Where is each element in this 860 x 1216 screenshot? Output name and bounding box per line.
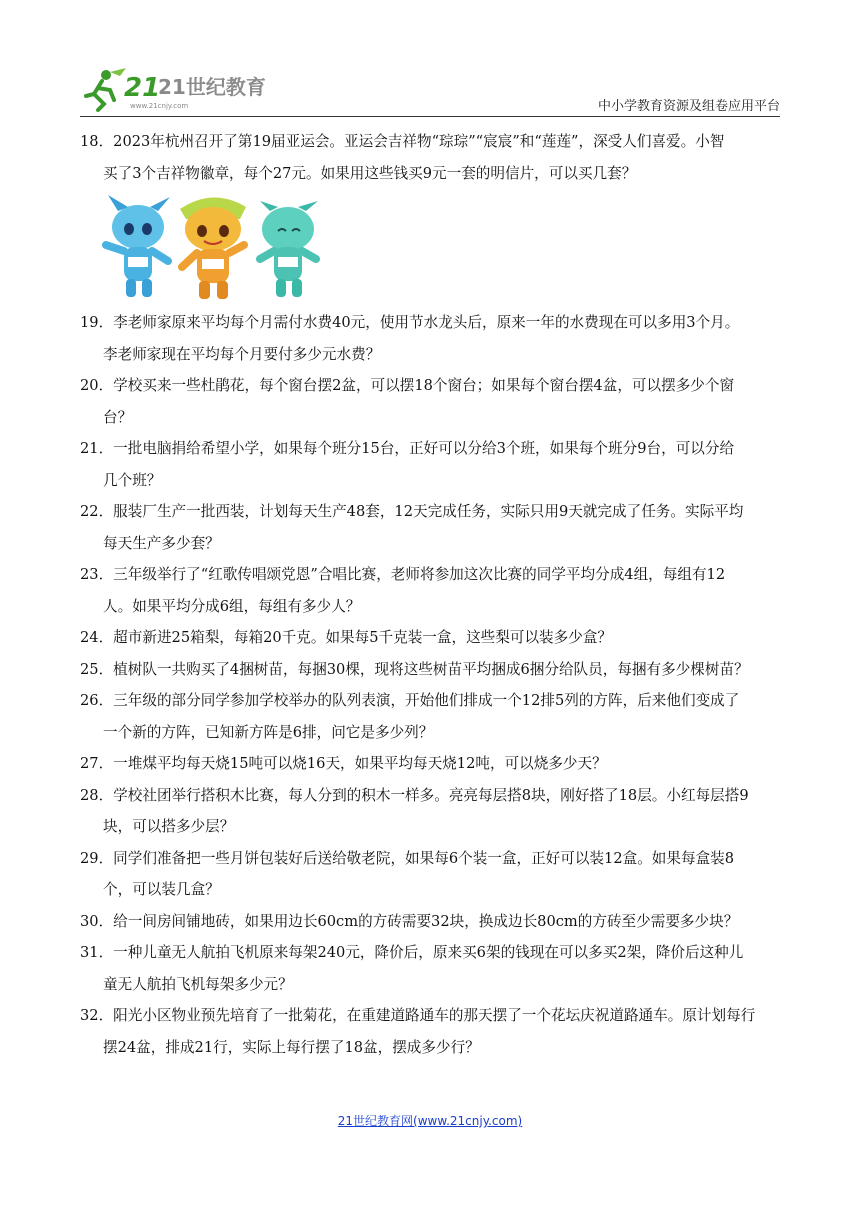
question-text-line-1: 三年级举行了“红歌传唱颂党恩”合唱比赛，老师将参加这次比赛的同学平均分成4组，每组有12 <box>113 566 726 583</box>
question-number: 21． <box>80 440 114 457</box>
question-number: 28． <box>80 786 114 804</box>
question-text-line-1: 同学们准备把一些月饼包装好后送给敬老院，如果每6个装一盒，正好可以装12盒。如果每盒装8 <box>113 849 735 867</box>
question-text-line-2: 一个新的方阵，已知新方阵是6排，问它是多少列？ <box>103 723 434 741</box>
logo-url-text: www.21cnjy.com <box>130 102 189 110</box>
question-text-line-2: 几个班？ <box>103 471 162 489</box>
svg-text:21: 21 <box>124 73 161 103</box>
question-text-line-2: 摆24盆，排成21行，实际上每行摆了18盆，摆成多少行？ <box>103 1038 480 1056</box>
question-number: 19． <box>80 314 114 331</box>
question-18 <box>80 126 780 307</box>
question-text-line-1: 三年级的部分同学参加学校举办的队列表演，开始他们排成一个12排5列的方阵，后来他们变成了 <box>113 692 740 709</box>
question-number: 27． <box>80 755 114 772</box>
question-number: 29． <box>80 849 114 867</box>
mascot-yellow <box>180 197 246 299</box>
question-number: 18． <box>80 133 114 150</box>
question-text-line-2: 人。如果平均分成6组，每组有多少人？ <box>103 597 361 615</box>
question-list <box>80 126 780 1063</box>
brand-logo <box>80 66 270 112</box>
question-text-line-2: 个，可以装几盒？ <box>103 881 220 898</box>
footer-link[interactable]: 21世纪教育网(www.21cnjy.com) <box>337 1114 523 1128</box>
question-number: 23． <box>80 566 114 583</box>
header-divider <box>80 116 780 117</box>
question-text-line-1: 一种儿童无人航拍飞机原来每架240元，降价后，原来买6架的钱现在可以多买2架，降价后这种儿 <box>113 944 744 961</box>
question-19 <box>80 307 780 370</box>
question-text-line-1: 给一间房间铺地砖，如果用边长60cm的方砖需要32块，换成边长80cm的方砖至少需要多少块？ <box>113 912 739 930</box>
question-text-line-2: 台？ <box>103 408 133 426</box>
asian-games-mascots-image <box>98 189 780 307</box>
mascot-blue <box>106 195 170 297</box>
question-text-line-1: 李老师家原来平均每个月需付水费40元，使用节水龙头后，原来一年的水费现在可以多用3个月。 <box>113 314 740 331</box>
question-text-line-2: 买了3个吉祥物徽章，每个27元。如果用这些钱买9元一套的明信片，可以买几套？ <box>103 164 637 182</box>
question-21 <box>80 433 780 496</box>
question-number: 31． <box>80 944 114 961</box>
question-number: 22． <box>80 503 114 520</box>
question-text-line-1: 学校社团举行搭积木比赛，每人分到的积木一样多。亮亮每层搭8块，刚好搭了18层。小红每层搭9 <box>113 786 749 804</box>
mascot-green <box>260 201 318 297</box>
question-text-line-1: 超市新进25箱梨，每箱20千克。如果每5千克装一盒，这些梨可以装多少盒？ <box>113 629 613 646</box>
question-text-line-1: 阳光小区物业预先培育了一批菊花，在重建道路通车的那天摆了一个花坛庆祝道路通车。原计划每行 <box>113 1007 756 1024</box>
question-number: 30． <box>80 912 114 930</box>
question-text-line-1: 2023年杭州召开了第19届亚运会。亚运会吉祥物“琮琮”“宸宸”和“莲莲”，深受人们喜爱。小智 <box>113 133 725 150</box>
question-22 <box>80 496 780 559</box>
question-27 <box>80 748 780 780</box>
question-24 <box>80 622 780 654</box>
question-26 <box>80 685 780 748</box>
question-text-line-1: 一堆煤平均每天烧15吨可以烧16天，如果平均每天烧12吨，可以烧多少天？ <box>113 755 607 772</box>
question-text-line-1: 服装厂生产一批西装，计划每天生产48套，12天完成任务，实际只用9天就完成了任务。实际平均 <box>113 503 744 520</box>
question-28 <box>80 780 780 843</box>
page-header <box>80 66 780 116</box>
question-text-line-2: 块，可以搭多少层？ <box>103 818 235 835</box>
question-number: 24． <box>80 629 114 646</box>
platform-name: 中小学教育资源及组卷应用平台 <box>597 99 780 114</box>
question-text-line-2: 童无人航拍飞机每架多少元？ <box>103 975 293 993</box>
question-29 <box>80 843 780 906</box>
question-number: 25． <box>80 660 114 678</box>
question-text-line-2: 李老师家现在平均每个月要付多少元水费？ <box>103 345 381 363</box>
question-20 <box>80 370 780 433</box>
question-30 <box>80 906 780 938</box>
question-text-line-1: 学校买来一些杜鹃花，每个窗台摆2盆，可以摆18个窗台；如果每个窗台摆4盆，可以摆多少个窗 <box>113 377 735 394</box>
question-23 <box>80 559 780 622</box>
question-31 <box>80 937 780 1000</box>
question-number: 32． <box>80 1007 114 1024</box>
question-number: 26． <box>80 692 114 709</box>
question-32 <box>80 1000 780 1063</box>
question-text-line-1: 植树队一共购买了4捆树苗，每捆30棵，现将这些树苗平均捆成6捆分给队员，每捆有多少棵树苗？ <box>113 660 749 678</box>
question-number: 20． <box>80 377 114 394</box>
logo-wordmark: 21世纪教育 <box>158 75 266 99</box>
question-text-line-1: 一批电脑捐给希望小学，如果每个班分15台，正好可以分给3个班，如果每个班分9台，可以分给 <box>113 440 735 457</box>
question-text-line-2: 每天生产多少套？ <box>103 534 220 552</box>
question-25 <box>80 654 780 686</box>
